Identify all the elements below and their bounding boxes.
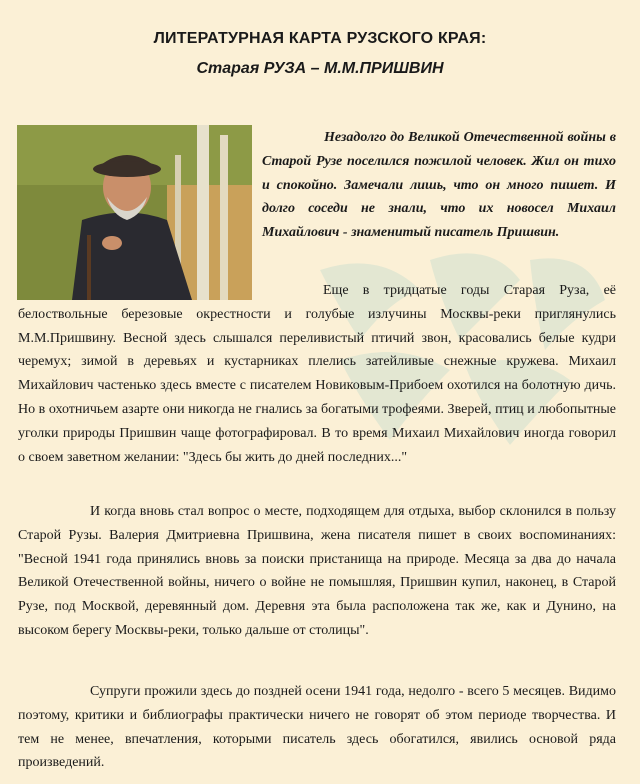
- intro-paragraph: Незадолго до Великой Отечественной войны в Старой Рузе поселился пожилой человек. Жил он тихо и спокойно. Замечали лишь, что он много пишет. И долго соседи не знали, что их новосел Михаил Михайлович - знаменитый писатель Пришвин.: [262, 130, 616, 241]
- page-subtitle: Старая РУЗА – М.М.ПРИШВИН: [196, 60, 444, 77]
- pishvin-portrait-image: [17, 125, 252, 300]
- paragraph-1: [18, 279, 616, 469]
- paragraph-1-text: Еще в тридцатые годы Старая Руза, её белоствольные березовые окрестности и голубые излучины Москвы-реки приглянулись М.М.Пришвину. Весной здесь слышался переливистый птичий звон, красовались белые кудри черемух; зимой в деревьях и кустарниках плелись затейливые снежные кружева. Михаил Михайлович частенько здесь вместе с писателем Новиковым-Прибоем охотился на болотную дичь. Но в охотничьем азарте они никогда не гнались за богатыми трофеями. Зверей, птиц и любопытные уголки природы Пришвин чаще фотографировал. В то время Михаил Михайлович иногда говорил о своем заветном желании: "Здесь бы жить до дней последних...": [18, 283, 616, 465]
- paragraph-2: И когда вновь стал вопрос о месте, подходящем для отдыха, выбор склонился в пользу Старой Рузы. Валерия Дмитриевна Пришвина, жена писателя пишет в своих воспоминаниях: "Весной 1941 года принялись вновь за поиски пристанища на природе. Месяца за два до начала Великой Отечественной войны, ничего о войне не помышляя, Пришвин купил, наконец, в Старой Рузе, под Москвой, деревянный дом. Деревня эта была расположена так же, как и Дунино, на высоком берегу Москвы-реки, только дальше от столицы".: [18, 504, 616, 638]
- page-title: ЛИТЕРАТУРНАЯ КАРТА РУЗСКОГО КРАЯ:: [153, 30, 487, 47]
- paragraph-3: Супруги прожили здесь до поздней осени 1941 года, недолго - всего 5 месяцев. Видимо поэтому, критики и библиографы практически ничего не говорят об этом периоде творчества. И тем не менее, впечатления, которыми писатель здесь обогатился, явились основой ряда произведений.: [18, 684, 616, 771]
